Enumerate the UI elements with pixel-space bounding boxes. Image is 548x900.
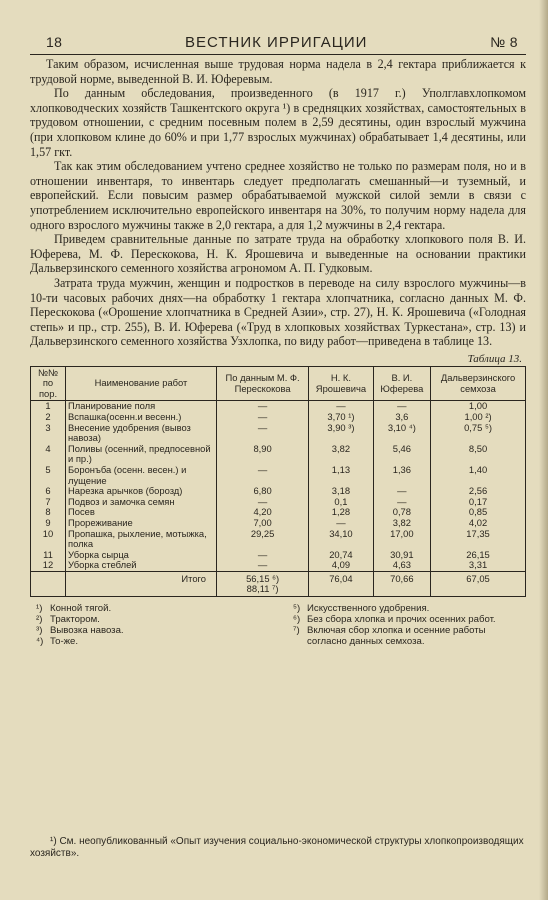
- col-header-pereskokov: По данным М. Ф. Перескокова: [217, 366, 309, 401]
- note-marker: ³): [36, 625, 43, 637]
- value-pereskokov: 8,90: [217, 444, 309, 465]
- value-yuferev: 0,78: [373, 507, 430, 518]
- value-yuferev: 1,36: [373, 465, 430, 486]
- value-pereskokov: —: [217, 560, 309, 571]
- col-header-number: №№ по пор.: [31, 366, 66, 401]
- paragraph: По данным обследования, произведенного (в 1917 г.) Уполглавхлопкомом хлопководческих хозяйств Ташкентского округа ¹) в средняцких хозяйствах, самостоятельных в трудовом отношении, с средним посевным полем в 2,59 десятины, один взрослый мужчина (при хлопковом клине до 60% и при 1,77 взрослых мужчинах) обрабатывает 1,4 десятины, или 1,57 гкт.: [30, 86, 526, 159]
- value-dalverzin: 26,15: [431, 550, 526, 561]
- value-dalverzin: 17,35: [431, 529, 526, 550]
- value-yaroshevich: —: [309, 401, 373, 412]
- value-pereskokov: —: [217, 423, 309, 444]
- value-yuferev: 3,82: [373, 518, 430, 529]
- value-yaroshevich: 34,10: [309, 529, 373, 550]
- table-note: [293, 603, 526, 614]
- paragraph: Таким образом, исчисленная выше трудовая норма надела в 2,4 гектара приближается к трудовой норме, выведенной В. И. Юферевым.: [30, 57, 526, 86]
- row-number: 9: [31, 518, 66, 529]
- value-pereskokov: —: [217, 550, 309, 561]
- table-note: [36, 614, 269, 625]
- row-number: 12: [31, 560, 66, 571]
- value-pereskokov: —: [217, 412, 309, 423]
- work-name: Внесение удобрения (вывоз навоза): [66, 423, 217, 444]
- note-text: Вывозка навоза.: [50, 625, 124, 637]
- row-number: 5: [31, 465, 66, 486]
- work-name: Планирование поля: [66, 401, 217, 412]
- col-header-yaroshevich: Н. К. Ярошевича: [309, 366, 373, 401]
- value-dalverzin: 4,02: [431, 518, 526, 529]
- total-label: Итого: [66, 571, 217, 596]
- value-pereskokov: —: [217, 465, 309, 486]
- paragraph: Так как этим обследованием учтено среднее хозяйство не только по размерам поля, но и в отношении инвентаря, то инвентарь следует предполагать смешанный—и туземный, и европейский. Если повысим размер обрабатываемой мужской силой земли в связи с употреблением исключительно европейского инвентаря на 30%, то получим норму надела для одного взрослого мужчины также в 2,0 гектара, а для 1,2 мужчины в 2,4 гектара.: [30, 159, 526, 232]
- paragraph: Приведем сравнительные данные по затрате труда на обработку хлопкового поля В. И. Юферева, М. Ф. Перескокова, Н. К. Ярошевича и выведенные на основании практики Дальверзинского семенного хозяйства агрономом А. П. Гудковым.: [30, 232, 526, 276]
- page-footnote: ¹) См. неопубликованный «Опыт изучения социально-экономической структуры хлопкопроизводящих хозяйств».: [30, 836, 524, 859]
- page-number: 18: [46, 34, 63, 50]
- table-body: [31, 401, 526, 597]
- work-name: Уборка стеблей: [66, 560, 217, 571]
- value-yaroshevich: 0,1: [309, 497, 373, 508]
- col-header-work: Наименование работ: [66, 366, 217, 401]
- value-dalverzin: 1,00: [431, 401, 526, 412]
- note-marker: ⁵): [293, 603, 301, 615]
- value-yaroshevich: 3,70 ¹): [309, 412, 373, 423]
- total-dalverzin: 67,05: [431, 571, 526, 596]
- table-total-row: [31, 571, 526, 596]
- value-dalverzin: 3,31: [431, 560, 526, 571]
- work-name: Боронъба (осенн. весен.) и лущение: [66, 465, 217, 486]
- table-row: [31, 423, 526, 444]
- total-yuferev: 70,66: [373, 571, 430, 596]
- page-edge-shadow: [539, 0, 548, 900]
- note-text: Искусственного удобрения.: [307, 603, 430, 615]
- table-row: [31, 465, 526, 486]
- value-dalverzin: 0,75 ⁵): [431, 423, 526, 444]
- table-row: [31, 444, 526, 465]
- note-text: То-же.: [50, 636, 79, 648]
- value-yaroshevich: 4,09: [309, 560, 373, 571]
- journal-title: ВЕСТНИК ИРРИГАЦИИ: [185, 34, 368, 51]
- value-yaroshevich: 1,28: [309, 507, 373, 518]
- total-pereskokov: [217, 571, 309, 596]
- value-pereskokov: 4,20: [217, 507, 309, 518]
- note-text: Конной тягой.: [50, 603, 112, 615]
- value-yaroshevich: 3,90 ³): [309, 423, 373, 444]
- issue-number: № 8: [490, 34, 518, 50]
- value-yuferev: 5,46: [373, 444, 430, 465]
- value-yaroshevich: 20,74: [309, 550, 373, 561]
- value-dalverzin: 8,50: [431, 444, 526, 465]
- total-pereskokov-a: 56,15 ⁶): [246, 572, 280, 584]
- work-name: Вспашка(осенн.и весенн.): [66, 412, 217, 423]
- note-text: Без сбора хлопка и прочих осенних работ.: [307, 614, 496, 626]
- row-number: 6: [31, 486, 66, 497]
- table-note: [36, 636, 269, 647]
- table-note: [293, 614, 526, 625]
- note-marker: ²): [36, 614, 43, 626]
- note-marker: ⁷): [293, 625, 300, 637]
- table-note: [36, 603, 269, 614]
- table-row: [31, 560, 526, 571]
- work-name: Подвоз и замочка семян: [66, 497, 217, 508]
- note-text: Трактором.: [50, 614, 100, 626]
- work-name: Поливы (осенний, предпосевной и пр.): [66, 444, 217, 465]
- total-yaroshevich: 76,04: [309, 571, 373, 596]
- table-row: [31, 518, 526, 529]
- value-yuferev: 4,63: [373, 560, 430, 571]
- value-dalverzin: 0,85: [431, 507, 526, 518]
- value-yaroshevich: 3,82: [309, 444, 373, 465]
- value-pereskokov: 7,00: [217, 518, 309, 529]
- col-header-yuferev: В. И. Юферева: [373, 366, 430, 401]
- value-yuferev: —: [373, 486, 430, 497]
- table-caption: Таблица 13.: [467, 352, 522, 365]
- value-dalverzin: 1,40: [431, 465, 526, 486]
- value-dalverzin: 1,00 ²): [431, 412, 526, 423]
- table-notes: [36, 603, 526, 647]
- total-pereskokov-b: 88,11 ⁷): [246, 583, 279, 595]
- paragraph: Затрата труда мужчин, женщин и подростков в переводе на силу взрослого мужчины—в 10-ти часовых рабочих днях—на обработку 1 гектара хлопчатника, согласно данных М. Ф. Перескокова («Орошение хлопчатника в Средней Азии», стр. 27), Н. К. Ярошевича («Голодная степь» и пр., стр. 255), В. И. Юферева («Труд в хлопковых хозяйствах Туркестана», стр. 13) и Дальверзинского семенного хозяйства Узхлопка, по виду работ—приведена в таблице 13.: [30, 275, 526, 349]
- row-number: 10: [31, 529, 66, 550]
- row-number: 3: [31, 423, 66, 444]
- row-number: 2: [31, 412, 66, 423]
- note-marker: ⁶): [293, 614, 301, 626]
- value-yuferev: 30,91: [373, 550, 430, 561]
- work-name: Прореживание: [66, 518, 217, 529]
- value-pereskokov: —: [217, 497, 309, 508]
- table-row: [31, 497, 526, 508]
- value-dalverzin: 2,56: [431, 486, 526, 497]
- value-yaroshevich: 1,13: [309, 465, 373, 486]
- note-text: Включая сбор хлопка и осенние работы согласно данных семхоза.: [307, 625, 486, 648]
- value-yuferev: 17,00: [373, 529, 430, 550]
- table-note: [36, 625, 269, 636]
- row-number: 8: [31, 507, 66, 518]
- value-pereskokov: —: [217, 401, 309, 412]
- work-name: Пропашка, рыхление, мотыжка, полка: [66, 529, 217, 550]
- value-yuferev: 3,6: [373, 412, 430, 423]
- value-pereskokov: 6,80: [217, 486, 309, 497]
- work-name: Посев: [66, 507, 217, 518]
- row-number: 11: [31, 550, 66, 561]
- value-yuferev: —: [373, 401, 430, 412]
- row-number: 1: [31, 401, 66, 412]
- table-row: [31, 412, 526, 423]
- row-number: 4: [31, 444, 66, 465]
- value-yaroshevich: 3,18: [309, 486, 373, 497]
- article-body: [30, 57, 526, 349]
- note-marker: ¹): [36, 603, 43, 615]
- value-dalverzin: 0,17: [431, 497, 526, 508]
- table-note: [293, 625, 526, 647]
- row-number: 7: [31, 497, 66, 508]
- col-header-dalverzin: Дальверзинского семхоза: [431, 366, 526, 401]
- note-marker: ⁴): [36, 636, 44, 648]
- value-pereskokov: 29,25: [217, 529, 309, 550]
- labor-table: [30, 366, 526, 597]
- page-header: [30, 34, 526, 55]
- value-yuferev: —: [373, 497, 430, 508]
- work-name: Нарезка арычков (борозд): [66, 486, 217, 497]
- notes-right: [269, 603, 526, 647]
- table-row: [31, 529, 526, 550]
- work-name: Уборка сырца: [66, 550, 217, 561]
- value-yuferev: 3,10 ⁴): [373, 423, 430, 444]
- value-yaroshevich: —: [309, 518, 373, 529]
- total-number-cell: [31, 571, 66, 596]
- notes-left: [36, 603, 269, 647]
- table-header-row: [31, 366, 526, 401]
